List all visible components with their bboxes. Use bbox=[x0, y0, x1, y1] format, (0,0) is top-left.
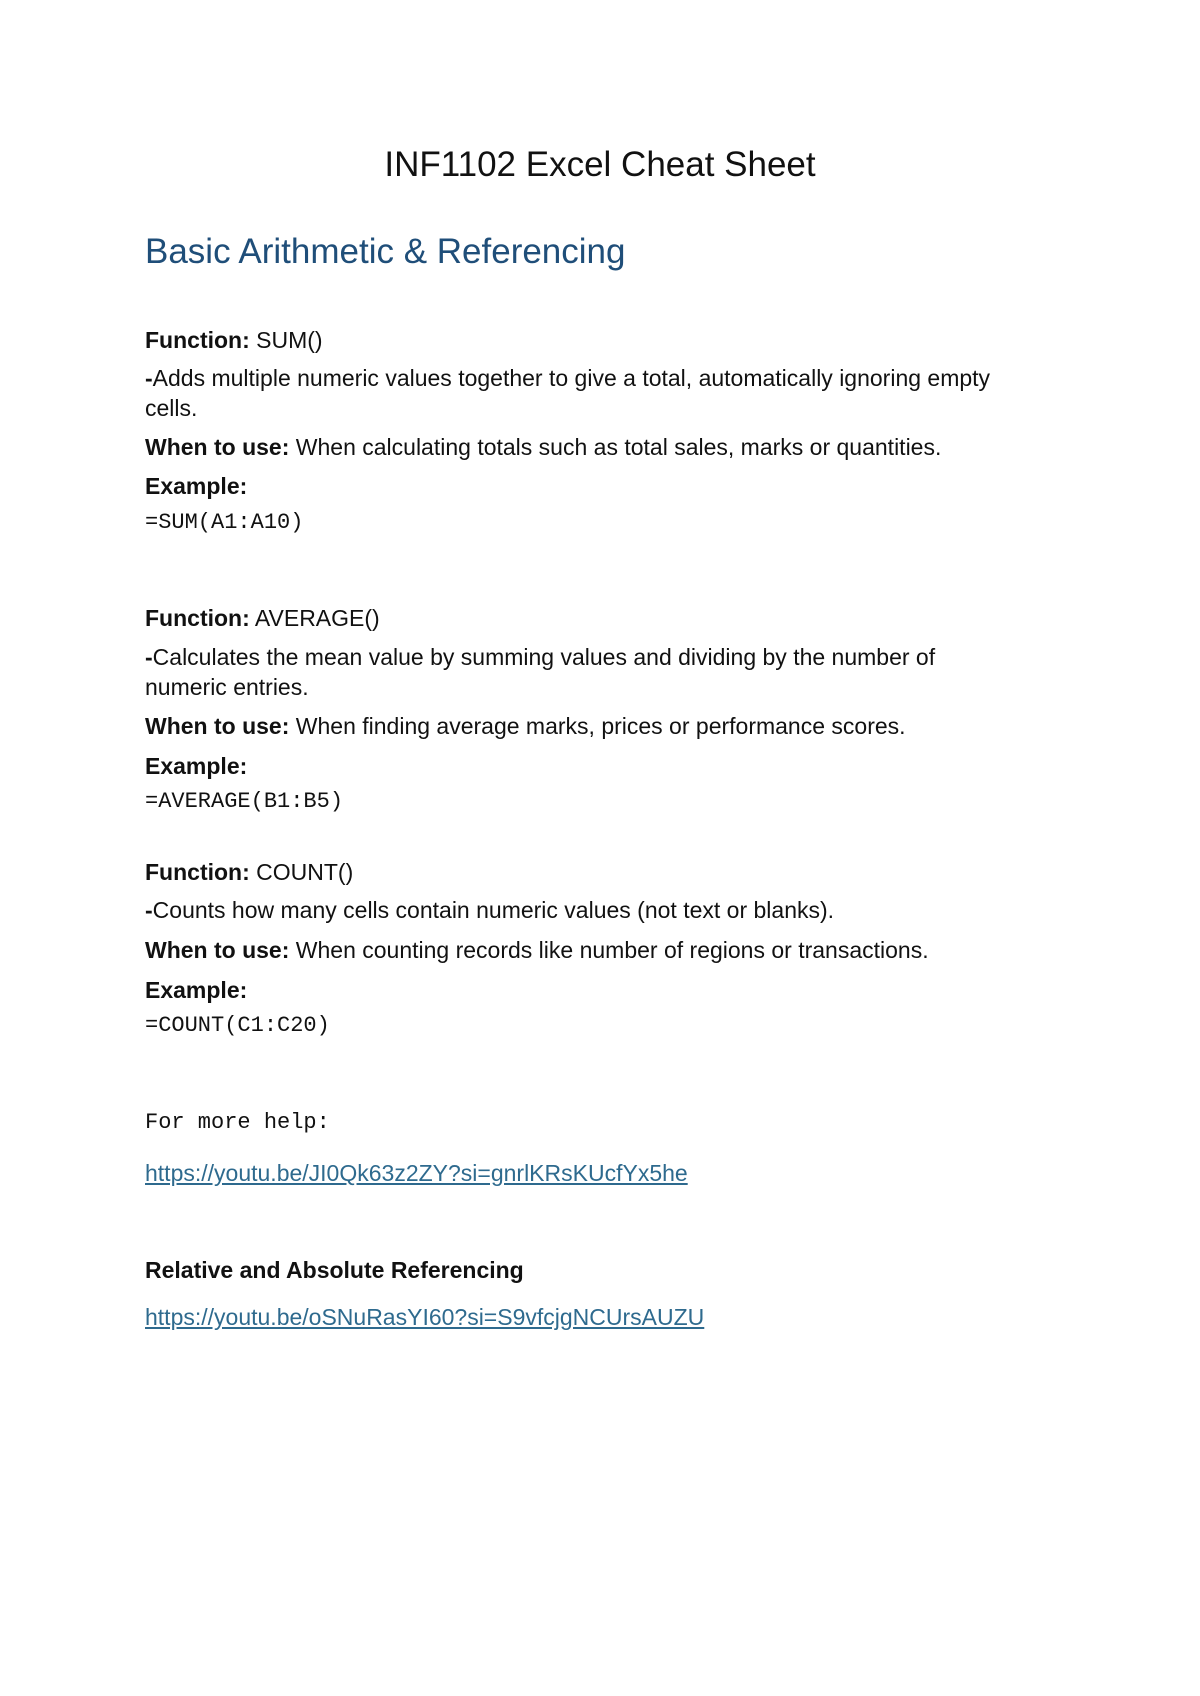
function-name: AVERAGE() bbox=[254, 605, 380, 631]
function-line-sum bbox=[145, 325, 323, 355]
description-text: cells. bbox=[145, 395, 198, 421]
description-count bbox=[145, 895, 834, 925]
when-text: When counting records like number of regions or transactions. bbox=[295, 937, 929, 963]
when-label: When to use: bbox=[145, 434, 290, 460]
description-average-continued bbox=[145, 672, 309, 702]
when-to-use-count bbox=[145, 935, 929, 965]
referencing-subheading bbox=[145, 1255, 524, 1285]
function-label: Function: bbox=[145, 327, 250, 353]
function-line-count bbox=[145, 857, 353, 887]
example-formula-sum: =SUM(A1:A10) bbox=[145, 510, 304, 535]
description-sum bbox=[145, 363, 990, 393]
function-name: COUNT() bbox=[256, 859, 354, 885]
description-text: Counts how many cells contain numeric values (not text or blanks). bbox=[152, 897, 835, 923]
function-label: Function: bbox=[145, 605, 250, 631]
document-title: INF1102 Excel Cheat Sheet bbox=[384, 145, 816, 184]
example-label: Example: bbox=[145, 753, 248, 779]
function-line-average bbox=[145, 603, 380, 633]
description-dash: - bbox=[145, 365, 153, 391]
when-to-use-average bbox=[145, 711, 906, 741]
when-to-use-sum bbox=[145, 432, 941, 462]
function-label: Function: bbox=[145, 859, 250, 885]
description-text: Calculates the mean value by summing values and dividing by the number of bbox=[152, 644, 936, 670]
example-formula-average: =AVERAGE(B1:B5) bbox=[145, 789, 344, 814]
example-label: Example: bbox=[145, 473, 248, 499]
description-dash: - bbox=[145, 644, 153, 670]
when-text: When calculating totals such as total sales, marks or quantities. bbox=[295, 434, 942, 460]
when-label: When to use: bbox=[145, 937, 290, 963]
example-formula-count: =COUNT(C1:C20) bbox=[145, 1013, 330, 1038]
description-average bbox=[145, 642, 935, 672]
example-label-average bbox=[145, 751, 247, 781]
when-label: When to use: bbox=[145, 713, 290, 739]
example-label: Example: bbox=[145, 977, 248, 1003]
description-dash: - bbox=[145, 897, 153, 923]
subheading-text: Relative and Absolute Referencing bbox=[145, 1257, 524, 1283]
description-sum-continued bbox=[145, 393, 197, 423]
section-heading: Basic Arithmetic & Referencing bbox=[145, 232, 626, 271]
example-label-count bbox=[145, 975, 247, 1005]
referencing-link-video[interactable]: https://youtu.be/oSNuRasYI60?si=S9vfcjgNCUrsAUZU bbox=[145, 1304, 705, 1330]
description-text: numeric entries. bbox=[145, 674, 309, 700]
function-name: SUM() bbox=[256, 327, 323, 353]
example-label-sum bbox=[145, 471, 247, 501]
help-link-video[interactable]: https://youtu.be/JI0Qk63z2ZY?si=gnrlKRsKUcfYx5he bbox=[145, 1160, 688, 1186]
description-text: Adds multiple numeric values together to give a total, automatically ignoring empty bbox=[152, 365, 991, 391]
when-text: When finding average marks, prices or performance scores. bbox=[295, 713, 906, 739]
help-label: For more help: bbox=[145, 1110, 330, 1135]
